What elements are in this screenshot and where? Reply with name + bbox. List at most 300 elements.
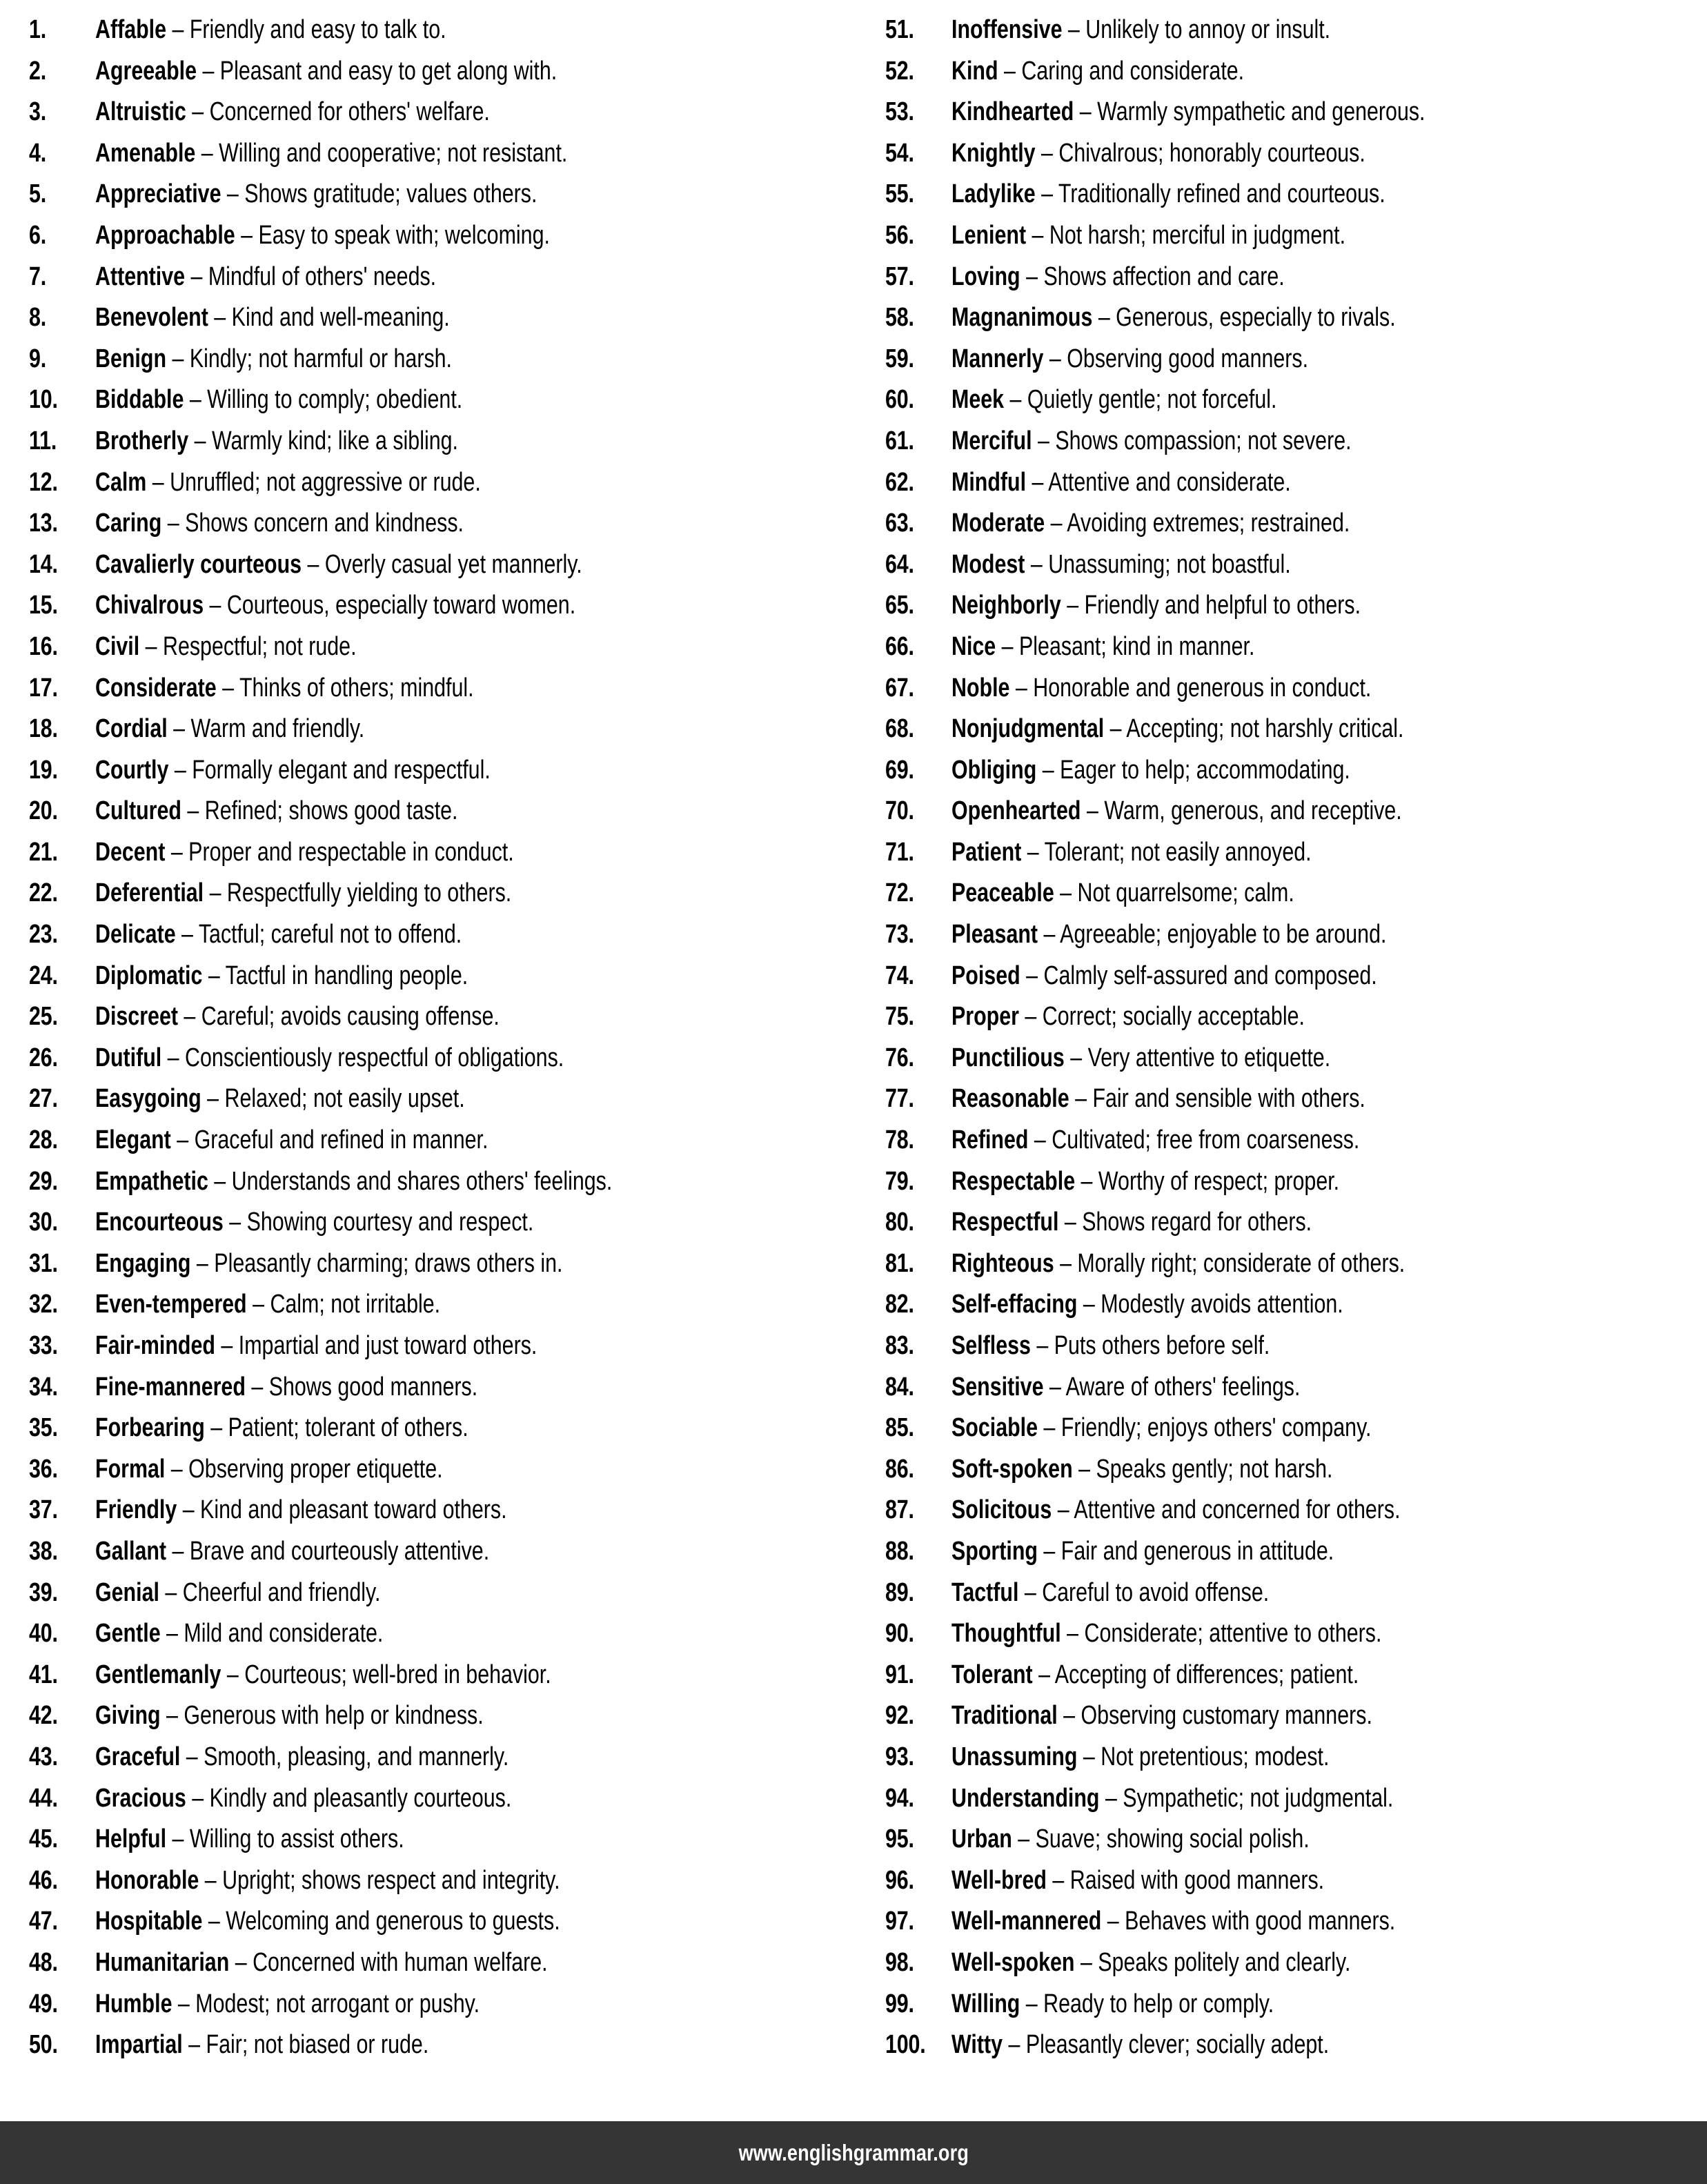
en-dash-separator: – [1077, 1742, 1101, 1771]
list-item-body [95, 257, 436, 298]
list-item-number: 37. [29, 1495, 58, 1525]
list-item-number: 41. [29, 1660, 58, 1689]
list-item-definition: Friendly; enjoys others' company. [1060, 1413, 1372, 1443]
list-item-body [951, 297, 1396, 339]
list-item-body [95, 1778, 511, 1820]
list-item-term: Cordial [95, 714, 168, 744]
list-item [885, 380, 1701, 421]
list-item-term: Elegant [95, 1125, 171, 1155]
en-dash-separator: – [1035, 138, 1059, 168]
list-item-number: 6. [29, 220, 47, 250]
list-item [885, 544, 1701, 586]
en-dash-separator: – [1032, 1660, 1055, 1689]
list-item [29, 1120, 848, 1161]
list-item-number: 98. [885, 1947, 914, 1977]
list-item-body [95, 1243, 563, 1285]
list-item [29, 174, 848, 215]
en-dash-separator: – [1018, 1577, 1043, 1607]
list-item-definition: Pleasantly clever; socially adept. [1025, 2030, 1330, 2060]
list-item [29, 1778, 848, 1820]
en-dash-separator: – [1028, 1125, 1052, 1155]
en-dash-separator: – [302, 549, 325, 579]
list-item-body [951, 750, 1350, 791]
list-item-body [95, 832, 514, 874]
list-item-definition: Willing to comply; obedient. [207, 385, 463, 415]
en-dash-separator: – [170, 1125, 195, 1155]
en-dash-separator: – [1074, 97, 1098, 127]
en-dash-separator: – [1026, 467, 1049, 497]
list-item [885, 1079, 1701, 1120]
list-item-number: 42. [29, 1701, 58, 1731]
list-item [885, 1695, 1701, 1737]
list-item [29, 873, 848, 914]
list-item-number: 79. [885, 1166, 914, 1196]
list-item [29, 421, 848, 462]
list-item [29, 627, 848, 668]
list-item [885, 1984, 1701, 2025]
en-dash-separator: – [1032, 426, 1056, 455]
list-item-body [951, 1038, 1330, 1079]
list-item-number: 80. [885, 1208, 914, 1237]
list-item-term: Gallant [95, 1536, 167, 1566]
list-item-number: 71. [885, 837, 914, 867]
list-item-term: Moderate [951, 509, 1045, 538]
en-dash-separator: – [201, 1084, 225, 1114]
list-item [29, 1531, 848, 1573]
list-item-definition: Concerned for others' welfare. [209, 97, 490, 127]
list-item-definition: Concerned with human welfare. [253, 1947, 548, 1977]
list-item [885, 914, 1701, 956]
list-item-definition: Brave and courteously attentive. [189, 1536, 490, 1566]
list-item-body [951, 10, 1330, 51]
list-item-definition: Raised with good manners. [1069, 1865, 1325, 1895]
list-item-term: Deferential [95, 878, 204, 908]
list-item-body [95, 791, 458, 832]
list-item-definition: Willing to assist others. [189, 1824, 404, 1854]
list-item-term: Reasonable [951, 1084, 1069, 1114]
list-item [885, 297, 1701, 339]
list-item-number: 39. [29, 1577, 58, 1607]
list-item-body [951, 996, 1305, 1038]
list-item-number: 96. [885, 1865, 914, 1895]
en-dash-separator: – [161, 509, 186, 538]
list-item-number: 11. [29, 426, 57, 455]
list-item-definition: Easy to speak with; welcoming. [258, 220, 550, 250]
list-item-definition: Warm and friendly. [190, 714, 365, 744]
list-item-body [95, 1860, 560, 1902]
list-item-number: 58. [885, 303, 914, 333]
list-item-term: Fine-mannered [95, 1372, 246, 1401]
list-item-number: 91. [885, 1660, 914, 1689]
list-item-number: 55. [885, 179, 914, 209]
list-item-definition: Patient; tolerant of others. [228, 1413, 468, 1443]
list-item-body [95, 92, 490, 133]
en-dash-separator: – [182, 2030, 206, 2060]
list-item-term: Kindhearted [951, 97, 1074, 127]
list-item-definition: Willing and cooperative; not resistant. [219, 138, 568, 168]
list-item-definition: Observing good manners. [1067, 344, 1309, 373]
list-item-body [951, 1326, 1270, 1367]
list-item-definition: Not harsh; merciful in judgment. [1049, 220, 1346, 250]
list-item-number: 51. [885, 15, 914, 44]
list-item-definition: Not quarrelsome; calm. [1077, 878, 1294, 908]
list-item-definition: Observing proper etiquette. [188, 1454, 443, 1484]
list-item-term: Well-mannered [951, 1907, 1102, 1936]
list-item-body [951, 791, 1402, 832]
en-dash-separator: – [1058, 1208, 1083, 1237]
list-item-term: Empathetic [95, 1166, 208, 1196]
en-dash-separator: – [1038, 920, 1060, 950]
list-item-number: 94. [885, 1783, 914, 1813]
list-item-body [95, 1367, 477, 1408]
list-item-body [951, 92, 1425, 133]
list-item-definition: Traditionally refined and courteous. [1058, 179, 1385, 209]
list-item [29, 1079, 848, 1120]
list-item-number: 7. [29, 262, 47, 291]
list-item-body [951, 873, 1294, 914]
list-item-number: 77. [885, 1084, 914, 1114]
list-item-number: 19. [29, 755, 58, 785]
word-list-right [885, 10, 1701, 2066]
list-item-body [951, 1449, 1333, 1491]
list-item [885, 1531, 1701, 1573]
list-item-definition: Careful to avoid offense. [1042, 1577, 1270, 1607]
en-dash-separator: – [1043, 1372, 1066, 1401]
list-item [29, 133, 848, 175]
en-dash-separator: – [168, 755, 193, 785]
list-item-number: 31. [29, 1248, 58, 1278]
list-item-term: Obliging [951, 755, 1037, 785]
list-item-definition: Unassuming; not boastful. [1048, 549, 1291, 579]
list-item-definition: Shows gratitude; values others. [244, 179, 537, 209]
list-item-number: 62. [885, 467, 914, 497]
list-item-number: 18. [29, 714, 58, 744]
list-item-number: 5. [29, 179, 47, 209]
en-dash-separator: – [195, 138, 219, 168]
list-item [29, 1819, 848, 1860]
list-item-definition: Tolerant; not easily annoyed. [1044, 837, 1312, 867]
list-item-number: 75. [885, 1002, 914, 1032]
list-item-body [951, 1490, 1401, 1531]
right-column [854, 10, 1707, 2066]
list-item-body [951, 1860, 1324, 1902]
list-item-definition: Observing customary manners. [1081, 1701, 1372, 1731]
list-item-term: Well-bred [951, 1865, 1047, 1895]
en-dash-separator: – [185, 262, 208, 291]
list-item-term: Well-spoken [951, 1947, 1075, 1977]
list-item-term: Benign [95, 344, 167, 373]
list-item-term: Soft-spoken [951, 1454, 1073, 1484]
list-item-number: 12. [29, 467, 58, 497]
list-item-definition: Ready to help or comply. [1043, 1989, 1274, 2018]
en-dash-separator: – [1012, 1824, 1036, 1854]
en-dash-separator: – [1037, 1536, 1061, 1566]
en-dash-separator: – [235, 220, 259, 250]
en-dash-separator: – [165, 1454, 189, 1484]
list-item [29, 996, 848, 1038]
list-item [885, 1860, 1701, 1902]
list-item-body [95, 1819, 404, 1860]
en-dash-separator: – [175, 920, 199, 950]
en-dash-separator: – [1004, 385, 1027, 415]
list-item-term: Tactful [951, 1577, 1019, 1607]
list-item-definition: Courteous; well-bred in behavior. [244, 1660, 551, 1689]
list-item-definition: Kindly; not harmful or harsh. [189, 344, 453, 373]
list-item-term: Fair-minded [95, 1331, 215, 1360]
list-item-number: 32. [29, 1290, 58, 1319]
list-item-body [95, 421, 458, 462]
list-item [29, 914, 848, 956]
list-item-term: Pleasant [951, 920, 1038, 950]
en-dash-separator: – [1020, 262, 1044, 291]
list-item-number: 48. [29, 1947, 58, 1977]
en-dash-separator: – [166, 15, 190, 44]
list-item-definition: Relaxed; not easily upset. [224, 1084, 465, 1114]
list-item-definition: Accepting of differences; patient. [1054, 1660, 1359, 1689]
list-item-number: 73. [885, 920, 914, 950]
list-item-term: Ladylike [951, 179, 1036, 209]
list-item [885, 1490, 1701, 1531]
list-item-term: Modest [951, 549, 1025, 579]
list-item-term: Agreeable [95, 56, 197, 86]
list-item-definition: Attentive and considerate. [1048, 467, 1291, 497]
list-item-number: 57. [885, 262, 914, 291]
list-item [29, 297, 848, 339]
list-item [885, 51, 1701, 92]
list-item-term: Caring [95, 509, 162, 538]
list-item-body [95, 1326, 537, 1367]
list-item-number: 29. [29, 1166, 58, 1196]
list-item-body [951, 1079, 1365, 1120]
list-item [885, 1613, 1701, 1655]
list-item [885, 92, 1701, 133]
en-dash-separator: – [1075, 1166, 1098, 1196]
list-item-body [95, 1449, 443, 1491]
list-item-definition: Unlikely to annoy or insult. [1085, 15, 1331, 44]
list-item-definition: Speaks gently; not harsh. [1096, 1454, 1333, 1484]
en-dash-separator: – [245, 1372, 269, 1401]
list-item-definition: Caring and considerate. [1021, 56, 1245, 86]
list-item-term: Noble [951, 673, 1010, 702]
list-item-definition: Chivalrous; honorably courteous. [1058, 138, 1365, 168]
list-item-body [951, 1984, 1274, 2025]
list-item [29, 832, 848, 874]
list-item-body [951, 1243, 1405, 1285]
list-item-term: Cavalierly courteous [95, 549, 302, 579]
list-item-definition: Kind and well-meaning. [231, 303, 450, 333]
list-item-number: 53. [885, 97, 914, 127]
list-item-number: 23. [29, 920, 58, 950]
list-item-body [95, 1202, 533, 1243]
list-item-term: Nonjudgmental [951, 714, 1105, 744]
list-item-definition: Formally elegant and respectful. [192, 755, 491, 785]
list-item-term: Loving [951, 262, 1020, 291]
list-item-definition: Shows affection and care. [1043, 262, 1285, 291]
list-item-number: 43. [29, 1742, 58, 1771]
list-item-body [95, 10, 446, 51]
en-dash-separator: – [204, 591, 227, 620]
list-item-term: Proper [951, 1002, 1019, 1032]
list-item-definition: Calmly self-assured and composed. [1043, 961, 1377, 990]
list-item-term: Inoffensive [951, 15, 1063, 44]
list-item-definition: Shows concern and kindness. [185, 509, 464, 538]
list-item-definition: Considerate; attentive to others. [1084, 1619, 1382, 1649]
list-item-body [951, 503, 1350, 544]
en-dash-separator: – [1099, 1783, 1123, 1813]
en-dash-separator: – [221, 179, 245, 209]
list-item-term: Sociable [951, 1413, 1038, 1443]
en-dash-separator: – [1045, 509, 1067, 538]
list-item-body [951, 544, 1291, 586]
en-dash-separator: – [1052, 1495, 1074, 1525]
list-item-term: Gracious [95, 1783, 186, 1813]
list-item [885, 709, 1701, 750]
list-item-term: Punctilious [951, 1043, 1065, 1072]
list-item [885, 1408, 1701, 1449]
list-item-definition: Thinks of others; mindful. [239, 673, 474, 702]
list-item-body [951, 174, 1385, 215]
list-item-definition: Unruffled; not aggressive or rude. [170, 467, 481, 497]
list-item-definition: Morally right; considerate of others. [1077, 1248, 1405, 1278]
list-item [885, 1367, 1701, 1408]
list-item [29, 1408, 848, 1449]
en-dash-separator: – [1036, 755, 1060, 785]
list-item-number: 81. [885, 1248, 914, 1278]
list-item [885, 1120, 1701, 1161]
list-item-body [95, 1161, 612, 1203]
list-item-number: 83. [885, 1331, 914, 1360]
list-item [885, 585, 1701, 627]
list-item-term: Patient [951, 837, 1022, 867]
list-item-number: 27. [29, 1084, 58, 1114]
list-item-body [95, 503, 464, 544]
en-dash-separator: – [190, 1248, 215, 1278]
list-item-term: Easygoing [95, 1084, 201, 1114]
list-item-term: Mindful [951, 467, 1027, 497]
en-dash-separator: – [208, 303, 232, 333]
list-item-term: Graceful [95, 1742, 181, 1771]
list-item [885, 339, 1701, 380]
list-item-body [95, 297, 450, 339]
list-item-number: 44. [29, 1783, 58, 1813]
list-item-term: Respectful [951, 1208, 1059, 1237]
en-dash-separator: – [216, 673, 239, 702]
list-item [885, 174, 1701, 215]
list-item-term: Discreet [95, 1002, 178, 1032]
list-item-number: 100. [885, 2030, 926, 2060]
list-item-definition: Quietly gentle; not forceful. [1027, 385, 1277, 415]
list-item-definition: Modestly avoids attention. [1101, 1290, 1343, 1319]
list-item-body [95, 1120, 488, 1161]
list-item [29, 339, 848, 380]
list-item-body [951, 1408, 1371, 1449]
list-item-definition: Smooth, pleasing, and mannerly. [204, 1742, 509, 1771]
list-item [29, 1038, 848, 1079]
list-item [29, 1326, 848, 1367]
list-item-number: 33. [29, 1331, 58, 1360]
list-item [885, 1573, 1701, 1614]
list-item-definition: Shows compassion; not severe. [1055, 426, 1352, 455]
list-item-body [95, 1573, 380, 1614]
list-item-definition: Warm, generous, and receptive. [1104, 796, 1402, 826]
list-item-term: Humble [95, 1989, 172, 2018]
list-item-number: 89. [885, 1577, 914, 1607]
en-dash-separator: – [188, 426, 212, 455]
list-item [29, 1984, 848, 2025]
list-item-body [95, 1655, 551, 1696]
en-dash-separator: – [139, 631, 163, 661]
list-item-term: Formal [95, 1454, 166, 1484]
en-dash-separator: – [246, 1290, 270, 1319]
list-item-number: 60. [885, 385, 914, 415]
list-item-term: Peaceable [951, 878, 1054, 908]
list-item-number: 66. [885, 631, 914, 661]
list-item-body [95, 709, 364, 750]
list-item-definition: Overly casual yet mannerly. [324, 549, 582, 579]
list-item-body [951, 627, 1254, 668]
list-item-term: Giving [95, 1701, 161, 1731]
list-item [885, 668, 1701, 709]
list-item-number: 38. [29, 1536, 58, 1566]
list-item-body [951, 709, 1404, 750]
list-item [29, 51, 848, 92]
list-item-number: 13. [29, 509, 58, 538]
list-item-number: 45. [29, 1824, 58, 1854]
list-item [885, 750, 1701, 791]
list-item [29, 1942, 848, 1984]
list-item-term: Brotherly [95, 426, 189, 455]
list-item-number: 72. [885, 878, 914, 908]
en-dash-separator: – [186, 1783, 210, 1813]
en-dash-separator: – [1092, 303, 1116, 333]
list-item [29, 2025, 848, 2066]
list-item-number: 63. [885, 509, 914, 538]
en-dash-separator: – [1077, 1290, 1101, 1319]
en-dash-separator: – [146, 467, 170, 497]
list-item-definition: Careful; avoids causing offense. [201, 1002, 500, 1032]
list-item-number: 99. [885, 1989, 914, 2018]
list-item-term: Magnanimous [951, 303, 1093, 333]
list-item-definition: Accepting; not harshly critical. [1126, 714, 1404, 744]
word-list-left [29, 10, 848, 2066]
list-item-number: 17. [29, 673, 58, 702]
list-item-body [951, 956, 1377, 997]
list-item-number: 35. [29, 1413, 58, 1443]
list-item-number: 61. [885, 426, 914, 455]
list-item-number: 50. [29, 2030, 58, 2060]
list-item [885, 956, 1701, 997]
list-item-body [95, 1737, 509, 1778]
list-item-number: 78. [885, 1125, 914, 1155]
list-item-number: 3. [29, 97, 47, 127]
list-item-term: Amenable [95, 138, 196, 168]
list-item-number: 54. [885, 138, 914, 168]
list-item [885, 462, 1701, 504]
list-item-body [95, 215, 550, 257]
list-item-number: 56. [885, 220, 914, 250]
list-item-definition: Fair and generous in attitude. [1060, 1536, 1334, 1566]
list-item-definition: Attentive and concerned for others. [1074, 1495, 1401, 1525]
list-item-term: Even-tempered [95, 1290, 247, 1319]
list-item-number: 86. [885, 1454, 914, 1484]
list-item-number: 15. [29, 591, 58, 620]
list-item [885, 1819, 1701, 1860]
list-item-term: Traditional [951, 1701, 1058, 1731]
list-item [29, 462, 848, 504]
list-item-definition: Correct; socially acceptable. [1042, 1002, 1305, 1032]
list-item-body [951, 832, 1312, 874]
en-dash-separator: – [186, 97, 210, 127]
